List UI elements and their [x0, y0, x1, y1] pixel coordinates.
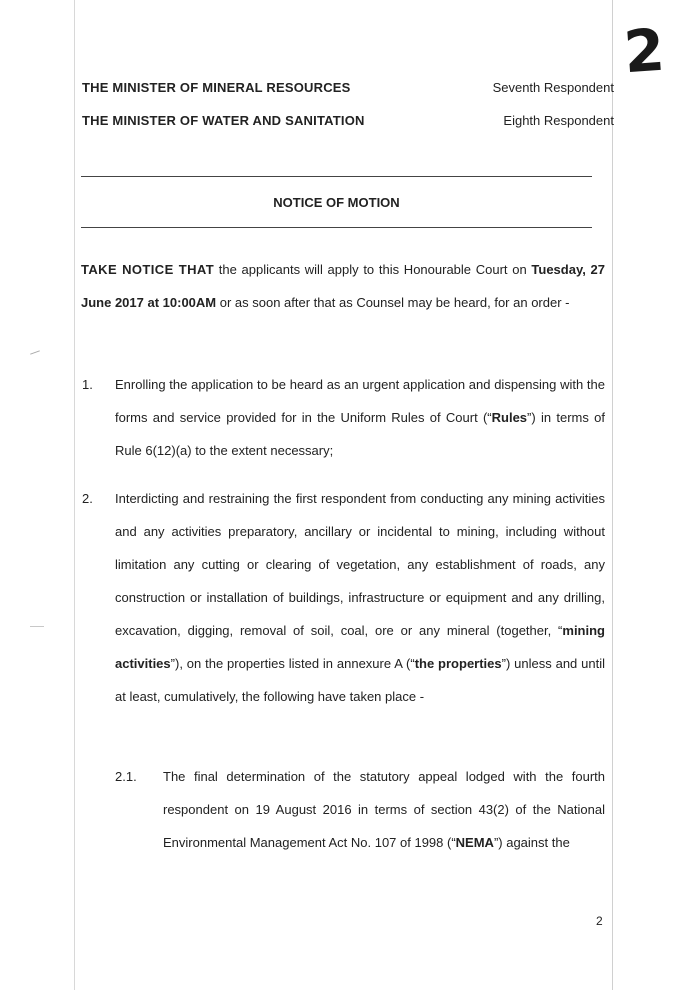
item-1-text-b: ”) in terms of Rule 6(12)(a) to the extent necessary; — [115, 410, 605, 458]
page-number: 2 — [596, 914, 603, 928]
intro-text-2: or as soon after that as Counsel may be heard, for an order - — [216, 295, 570, 310]
subitem-2-1-defined-term: NEMA — [455, 835, 494, 850]
divider-bottom — [81, 227, 592, 228]
subitem-2-1-number: 2.1. — [115, 769, 137, 784]
intro-paragraph — [81, 253, 605, 319]
scan-speck — [30, 626, 44, 627]
item-2-text — [115, 482, 605, 713]
intro-date: Tuesday, 27 June 2017 at 10:00AM — [81, 262, 605, 310]
item-2-defined-term-2: the properties — [414, 656, 502, 671]
party-role-seventh: Seventh Respondent — [492, 80, 614, 95]
right-margin-line — [612, 0, 613, 990]
item-1-text — [115, 368, 605, 467]
party-role-eighth: Eighth Respondent — [503, 113, 614, 128]
party-name-seventh: THE MINISTER OF MINERAL RESOURCES — [82, 80, 351, 95]
item-1-text-a: Enrolling the application to be heard as an urgent application and dispensing with the forms and service provided for in the Uniform Rules of Court (“ — [115, 377, 605, 425]
intro-lead: TAKE NOTICE THAT — [81, 262, 215, 277]
item-2-text-c: ”) unless and until at least, cumulatively, the following have taken place - — [115, 656, 605, 704]
party-name-eighth: THE MINISTER OF WATER AND SANITATION — [82, 113, 365, 128]
item-2-text-a: Interdicting and restraining the first respondent from conducting any mining activities and any activities preparatory, ancillary or incidental to mining, including without limitation any cutting or clearing of vegetation, any establishment of roads, any construction or installation of buildings, infrastructure or equipment and any drilling, excavation, digging, removal of soil, coal, ore or any mineral (together, “ — [115, 491, 605, 638]
left-margin-line — [74, 0, 75, 990]
notice-title: NOTICE OF MOTION — [273, 195, 400, 210]
subitem-2-1-text-a: The final determination of the statutory appeal lodged with the fourth respondent on 19 August 2016 in terms of section 43(2) of the National Environmental Management Act No. 107 of 1998 (“ — [163, 769, 605, 850]
intro-text-1: the applicants will apply to this Honourable Court on — [214, 262, 532, 277]
scan-speck — [30, 350, 40, 354]
item-2-text-b: ”), on the properties listed in annexure A (“ — [170, 656, 415, 671]
item-1-number: 1. — [82, 377, 93, 392]
handwritten-page-mark: 2 — [621, 15, 667, 87]
divider-top — [81, 176, 592, 177]
item-1-defined-term: Rules — [491, 410, 528, 425]
item-2-number: 2. — [82, 491, 93, 506]
item-2-defined-term-1: mining activities — [115, 623, 605, 671]
subitem-2-1-text-b: ”) against the — [493, 835, 570, 850]
subitem-2-1-text — [163, 760, 605, 859]
